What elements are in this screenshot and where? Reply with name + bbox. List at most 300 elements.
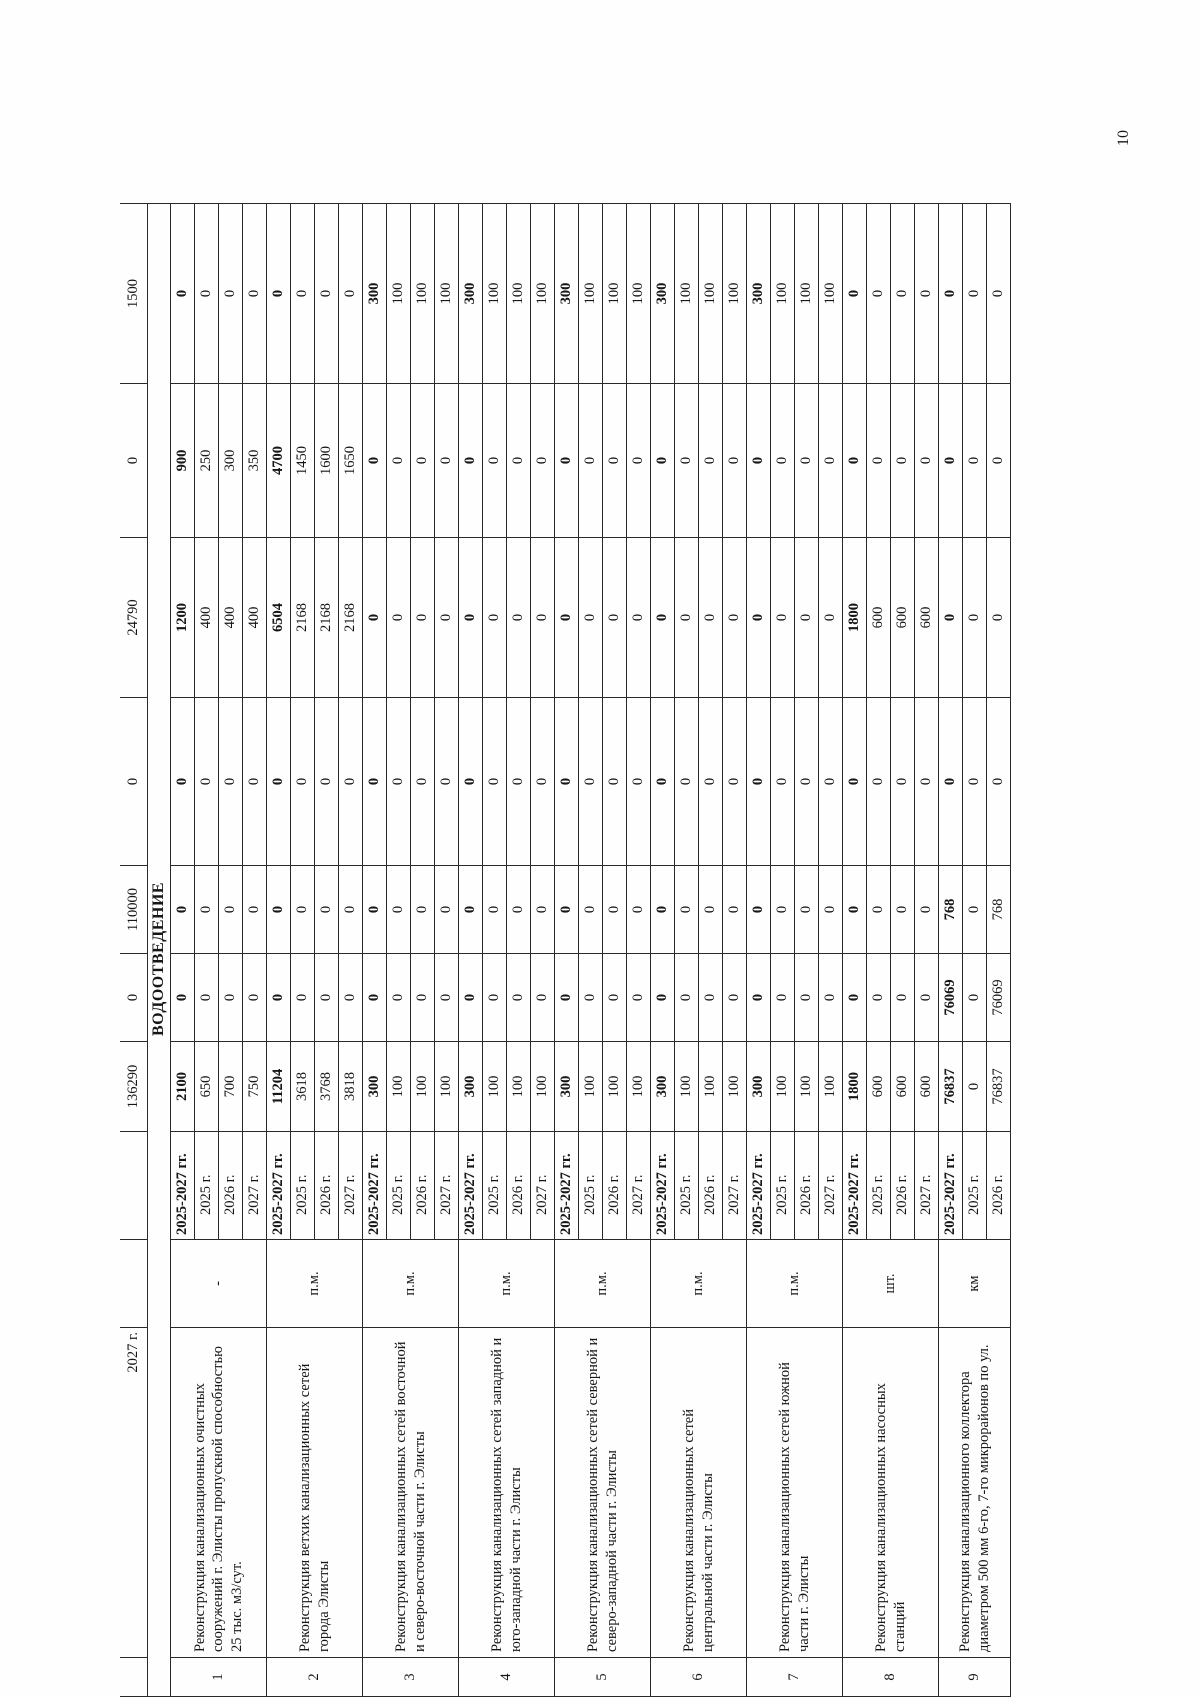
value-cell: 0 bbox=[963, 698, 987, 866]
value-cell: 100 bbox=[507, 204, 531, 384]
header-cell: 0 bbox=[120, 698, 148, 866]
value-cell: 1800 bbox=[843, 1042, 867, 1132]
value-cell: 0 bbox=[891, 204, 915, 384]
item-number: 2 bbox=[267, 1658, 363, 1697]
value-cell: 0 bbox=[651, 866, 675, 954]
value-cell: 0 bbox=[795, 954, 819, 1042]
period-cell: 2026 г. bbox=[315, 1132, 339, 1240]
value-cell: 0 bbox=[603, 954, 627, 1042]
value-cell: 0 bbox=[963, 538, 987, 698]
value-cell: 0 bbox=[195, 954, 219, 1042]
header-cell: 0 bbox=[120, 954, 148, 1042]
value-cell: 0 bbox=[603, 698, 627, 866]
value-cell: 0 bbox=[171, 954, 195, 1042]
period-cell: 2026 г. bbox=[411, 1132, 435, 1240]
value-cell: 100 bbox=[579, 1042, 603, 1132]
value-cell: 100 bbox=[507, 1042, 531, 1132]
value-cell: 0 bbox=[747, 954, 771, 1042]
value-cell: 0 bbox=[363, 954, 387, 1042]
period-cell: 2025 г. bbox=[291, 1132, 315, 1240]
value-cell: 0 bbox=[411, 954, 435, 1042]
value-cell: 100 bbox=[411, 1042, 435, 1132]
value-cell: 768 bbox=[939, 866, 963, 954]
value-cell: 0 bbox=[195, 698, 219, 866]
value-cell: 600 bbox=[915, 538, 939, 698]
value-cell: 0 bbox=[411, 384, 435, 538]
value-cell: 0 bbox=[387, 698, 411, 866]
item-number: 9 bbox=[939, 1658, 1011, 1697]
value-cell: 100 bbox=[387, 1042, 411, 1132]
period-cell: 2025 г. bbox=[387, 1132, 411, 1240]
value-cell: 76837 bbox=[987, 1042, 1011, 1132]
value-cell: 0 bbox=[411, 866, 435, 954]
value-cell: 0 bbox=[483, 954, 507, 1042]
value-cell: 0 bbox=[603, 538, 627, 698]
value-cell: 0 bbox=[699, 698, 723, 866]
header-cell: 2027 г. bbox=[120, 1328, 148, 1658]
value-cell: 3618 bbox=[291, 1042, 315, 1132]
value-cell: 300 bbox=[651, 1042, 675, 1132]
value-cell: 0 bbox=[843, 384, 867, 538]
table-body bbox=[120, 204, 1011, 1697]
value-cell: 0 bbox=[867, 204, 891, 384]
continuation-header-row bbox=[120, 204, 148, 1697]
value-cell: 0 bbox=[315, 866, 339, 954]
value-cell: 100 bbox=[483, 204, 507, 384]
value-cell: 0 bbox=[603, 866, 627, 954]
value-cell: 0 bbox=[507, 384, 531, 538]
value-cell: 300 bbox=[459, 204, 483, 384]
period-cell: 2025 г. bbox=[579, 1132, 603, 1240]
value-cell: 0 bbox=[435, 384, 459, 538]
value-cell: 0 bbox=[339, 954, 363, 1042]
period-cell: 2027 г. bbox=[531, 1132, 555, 1240]
header-cell bbox=[120, 1658, 148, 1697]
value-cell: 0 bbox=[315, 698, 339, 866]
value-cell: 0 bbox=[747, 866, 771, 954]
value-cell: 0 bbox=[771, 384, 795, 538]
value-cell: 100 bbox=[603, 204, 627, 384]
value-cell: 0 bbox=[963, 1042, 987, 1132]
value-cell: 0 bbox=[747, 384, 771, 538]
value-cell: 0 bbox=[819, 538, 843, 698]
value-cell: 0 bbox=[747, 698, 771, 866]
item-number: 8 bbox=[843, 1658, 939, 1697]
value-cell: 0 bbox=[771, 954, 795, 1042]
value-cell: 0 bbox=[795, 698, 819, 866]
value-cell: 0 bbox=[459, 954, 483, 1042]
value-cell: 100 bbox=[723, 1042, 747, 1132]
value-cell: 0 bbox=[363, 538, 387, 698]
value-cell: 0 bbox=[987, 538, 1011, 698]
value-cell: 0 bbox=[819, 698, 843, 866]
item-name: Реконструкция канализационных сетей центральной части г. Элисты bbox=[651, 1328, 747, 1658]
value-cell: 0 bbox=[531, 538, 555, 698]
value-cell: 0 bbox=[531, 384, 555, 538]
value-cell: 3768 bbox=[315, 1042, 339, 1132]
period-cell: 2025-2027 гг. bbox=[459, 1132, 483, 1240]
value-cell: 0 bbox=[579, 698, 603, 866]
value-cell: 11204 bbox=[267, 1042, 291, 1132]
value-cell: 350 bbox=[243, 384, 267, 538]
value-cell: 100 bbox=[411, 204, 435, 384]
table-row bbox=[651, 204, 675, 1697]
value-cell: 0 bbox=[579, 866, 603, 954]
value-cell: 0 bbox=[843, 204, 867, 384]
value-cell: 0 bbox=[315, 204, 339, 384]
value-cell: 76069 bbox=[939, 954, 963, 1042]
item-number: 3 bbox=[363, 1658, 459, 1697]
value-cell: 0 bbox=[483, 698, 507, 866]
value-cell: 1800 bbox=[843, 538, 867, 698]
period-cell: 2025 г. bbox=[195, 1132, 219, 1240]
value-cell: 0 bbox=[603, 384, 627, 538]
page-number: 10 bbox=[1115, 130, 1132, 146]
value-cell: 650 bbox=[195, 1042, 219, 1132]
value-cell: 0 bbox=[555, 698, 579, 866]
value-cell: 0 bbox=[675, 384, 699, 538]
value-cell: 250 bbox=[195, 384, 219, 538]
period-cell: 2026 г. bbox=[219, 1132, 243, 1240]
period-cell: 2025-2027 гг. bbox=[363, 1132, 387, 1240]
value-cell: 100 bbox=[627, 204, 651, 384]
section-title: ВОДООТВЕДЕНИЕ bbox=[148, 204, 171, 1697]
value-cell: 0 bbox=[267, 204, 291, 384]
value-cell: 0 bbox=[915, 698, 939, 866]
value-cell: 300 bbox=[459, 1042, 483, 1132]
value-cell: 100 bbox=[531, 1042, 555, 1132]
value-cell: 300 bbox=[747, 204, 771, 384]
value-cell: 0 bbox=[531, 698, 555, 866]
value-cell: 0 bbox=[483, 384, 507, 538]
period-cell: 2025-2027 гг. bbox=[171, 1132, 195, 1240]
period-cell: 2025 г. bbox=[771, 1132, 795, 1240]
value-cell: 0 bbox=[987, 204, 1011, 384]
value-cell: 0 bbox=[699, 538, 723, 698]
value-cell: 100 bbox=[699, 204, 723, 384]
table-row bbox=[267, 204, 291, 1697]
value-cell: 0 bbox=[459, 698, 483, 866]
value-cell: 0 bbox=[819, 384, 843, 538]
value-cell: 100 bbox=[771, 204, 795, 384]
value-cell: 0 bbox=[963, 384, 987, 538]
item-unit: п.м. bbox=[363, 1240, 459, 1328]
value-cell: 0 bbox=[891, 384, 915, 538]
table-row bbox=[171, 204, 195, 1697]
value-cell: 300 bbox=[219, 384, 243, 538]
item-number: 6 bbox=[651, 1658, 747, 1697]
value-cell: 0 bbox=[243, 866, 267, 954]
value-cell: 0 bbox=[411, 538, 435, 698]
item-unit: п.м. bbox=[651, 1240, 747, 1328]
value-cell: 0 bbox=[339, 204, 363, 384]
item-unit: шт. bbox=[843, 1240, 939, 1328]
item-name: Реконструкция канализационных сетей западной и юго-западной части г. Элисты bbox=[459, 1328, 555, 1658]
value-cell: 0 bbox=[675, 538, 699, 698]
value-cell: 100 bbox=[723, 204, 747, 384]
period-cell: 2027 г. bbox=[819, 1132, 843, 1240]
header-cell: 110000 bbox=[120, 866, 148, 954]
value-cell: 100 bbox=[627, 1042, 651, 1132]
value-cell: 0 bbox=[939, 698, 963, 866]
value-cell: 0 bbox=[723, 866, 747, 954]
value-cell: 1650 bbox=[339, 384, 363, 538]
value-cell: 0 bbox=[675, 954, 699, 1042]
value-cell: 100 bbox=[675, 1042, 699, 1132]
value-cell: 0 bbox=[291, 698, 315, 866]
value-cell: 0 bbox=[267, 698, 291, 866]
value-cell: 0 bbox=[531, 954, 555, 1042]
value-cell: 300 bbox=[651, 204, 675, 384]
value-cell: 0 bbox=[171, 866, 195, 954]
value-cell: 0 bbox=[915, 384, 939, 538]
period-cell: 2025 г. bbox=[867, 1132, 891, 1240]
value-cell: 1600 bbox=[315, 384, 339, 538]
value-cell: 0 bbox=[435, 954, 459, 1042]
value-cell: 600 bbox=[915, 1042, 939, 1132]
value-cell: 0 bbox=[795, 866, 819, 954]
value-cell: 0 bbox=[363, 866, 387, 954]
value-cell: 0 bbox=[171, 204, 195, 384]
period-cell: 2027 г. bbox=[243, 1132, 267, 1240]
value-cell: 600 bbox=[867, 1042, 891, 1132]
value-cell: 3818 bbox=[339, 1042, 363, 1132]
value-cell: 100 bbox=[771, 1042, 795, 1132]
value-cell: 0 bbox=[387, 954, 411, 1042]
value-cell: 0 bbox=[219, 954, 243, 1042]
value-cell: 100 bbox=[435, 204, 459, 384]
value-cell: 0 bbox=[387, 866, 411, 954]
item-name: Реконструкция ветхих канализационных сетей города Элисты bbox=[267, 1328, 363, 1658]
value-cell: 0 bbox=[627, 698, 651, 866]
value-cell: 0 bbox=[699, 866, 723, 954]
period-cell: 2026 г. bbox=[603, 1132, 627, 1240]
value-cell: 0 bbox=[219, 866, 243, 954]
period-cell: 2025 г. bbox=[963, 1132, 987, 1240]
header-cell: 24790 bbox=[120, 538, 148, 698]
header-cell: 136290 bbox=[120, 1042, 148, 1132]
value-cell: 0 bbox=[867, 698, 891, 866]
value-cell: 0 bbox=[987, 698, 1011, 866]
value-cell: 0 bbox=[363, 384, 387, 538]
value-cell: 0 bbox=[939, 538, 963, 698]
item-unit: п.м. bbox=[267, 1240, 363, 1328]
value-cell: 0 bbox=[819, 866, 843, 954]
item-name: Реконструкция канализационных насосных станций bbox=[843, 1328, 939, 1658]
period-cell: 2027 г. bbox=[915, 1132, 939, 1240]
value-cell: 0 bbox=[963, 204, 987, 384]
value-cell: 100 bbox=[483, 1042, 507, 1132]
value-cell: 0 bbox=[243, 204, 267, 384]
value-cell: 100 bbox=[435, 1042, 459, 1132]
value-cell: 768 bbox=[987, 866, 1011, 954]
value-cell: 0 bbox=[291, 954, 315, 1042]
value-cell: 0 bbox=[867, 866, 891, 954]
value-cell: 700 bbox=[219, 1042, 243, 1132]
value-cell: 76069 bbox=[987, 954, 1011, 1042]
table-row bbox=[363, 204, 387, 1697]
item-number: 5 bbox=[555, 1658, 651, 1697]
value-cell: 600 bbox=[867, 538, 891, 698]
value-cell: 0 bbox=[963, 866, 987, 954]
item-unit: п.м. bbox=[555, 1240, 651, 1328]
item-name: Реконструкция канализационных сетей восточной и северо-восточной части г. Элисты bbox=[363, 1328, 459, 1658]
header-cell: 1500 bbox=[120, 204, 148, 384]
table-row bbox=[555, 204, 579, 1697]
value-cell: 0 bbox=[531, 866, 555, 954]
value-cell: 0 bbox=[195, 866, 219, 954]
value-cell: 0 bbox=[747, 538, 771, 698]
value-cell: 0 bbox=[627, 384, 651, 538]
value-cell: 0 bbox=[891, 866, 915, 954]
value-cell: 0 bbox=[867, 954, 891, 1042]
value-cell: 0 bbox=[459, 866, 483, 954]
value-cell: 0 bbox=[819, 954, 843, 1042]
table-row bbox=[843, 204, 867, 1697]
value-cell: 0 bbox=[267, 954, 291, 1042]
value-cell: 0 bbox=[771, 538, 795, 698]
item-name: Реконструкция канализационных сетей северной и северо-западной части г. Элисты bbox=[555, 1328, 651, 1658]
period-cell: 2027 г. bbox=[627, 1132, 651, 1240]
period-cell: 2026 г. bbox=[891, 1132, 915, 1240]
value-cell: 0 bbox=[387, 538, 411, 698]
value-cell: 0 bbox=[651, 538, 675, 698]
value-cell: 0 bbox=[627, 866, 651, 954]
period-cell: 2027 г. bbox=[723, 1132, 747, 1240]
item-number: 1 bbox=[171, 1658, 267, 1697]
value-cell: 0 bbox=[459, 384, 483, 538]
value-cell: 0 bbox=[627, 954, 651, 1042]
value-cell: 0 bbox=[435, 538, 459, 698]
value-cell: 0 bbox=[483, 866, 507, 954]
value-cell: 1450 bbox=[291, 384, 315, 538]
value-cell: 2168 bbox=[291, 538, 315, 698]
budget-table bbox=[120, 203, 1011, 1697]
period-cell: 2025-2027 гг. bbox=[555, 1132, 579, 1240]
value-cell: 0 bbox=[771, 866, 795, 954]
value-cell: 0 bbox=[483, 538, 507, 698]
value-cell: 100 bbox=[795, 1042, 819, 1132]
value-cell: 0 bbox=[675, 866, 699, 954]
item-unit: п.м. bbox=[747, 1240, 843, 1328]
period-cell: 2025-2027 гг. bbox=[843, 1132, 867, 1240]
value-cell: 0 bbox=[843, 698, 867, 866]
value-cell: 2100 bbox=[171, 1042, 195, 1132]
value-cell: 0 bbox=[699, 954, 723, 1042]
value-cell: 0 bbox=[795, 538, 819, 698]
value-cell: 0 bbox=[171, 698, 195, 866]
table-row bbox=[939, 204, 963, 1697]
value-cell: 0 bbox=[723, 698, 747, 866]
period-cell: 2027 г. bbox=[435, 1132, 459, 1240]
table-row bbox=[747, 204, 771, 1697]
value-cell: 0 bbox=[987, 384, 1011, 538]
value-cell: 0 bbox=[915, 866, 939, 954]
item-name: Реконструкция канализационных сетей южной части г. Элисты bbox=[747, 1328, 843, 1658]
value-cell: 100 bbox=[675, 204, 699, 384]
value-cell: 0 bbox=[843, 954, 867, 1042]
value-cell: 0 bbox=[579, 954, 603, 1042]
value-cell: 6504 bbox=[267, 538, 291, 698]
value-cell: 0 bbox=[651, 698, 675, 866]
value-cell: 0 bbox=[435, 698, 459, 866]
value-cell: 0 bbox=[219, 204, 243, 384]
value-cell: 2168 bbox=[315, 538, 339, 698]
table-row bbox=[459, 204, 483, 1697]
value-cell: 0 bbox=[507, 698, 531, 866]
value-cell: 100 bbox=[795, 204, 819, 384]
value-cell: 0 bbox=[843, 866, 867, 954]
value-cell: 0 bbox=[435, 866, 459, 954]
item-number: 4 bbox=[459, 1658, 555, 1697]
value-cell: 100 bbox=[699, 1042, 723, 1132]
value-cell: 1200 bbox=[171, 538, 195, 698]
value-cell: 0 bbox=[555, 538, 579, 698]
item-name: Реконструкция канализационного коллектора диаметром 500 мм 6-го, 7-го микрорайонов по ул. bbox=[939, 1328, 1011, 1658]
value-cell: 300 bbox=[555, 204, 579, 384]
value-cell: 600 bbox=[891, 538, 915, 698]
value-cell: 0 bbox=[723, 538, 747, 698]
value-cell: 76837 bbox=[939, 1042, 963, 1132]
period-cell: 2026 г. bbox=[699, 1132, 723, 1240]
value-cell: 0 bbox=[363, 698, 387, 866]
value-cell: 0 bbox=[411, 698, 435, 866]
value-cell: 100 bbox=[387, 204, 411, 384]
value-cell: 0 bbox=[507, 538, 531, 698]
value-cell: 100 bbox=[531, 204, 555, 384]
value-cell: 300 bbox=[555, 1042, 579, 1132]
item-unit: п.м. bbox=[459, 1240, 555, 1328]
value-cell: 0 bbox=[651, 384, 675, 538]
value-cell: 0 bbox=[723, 954, 747, 1042]
value-cell: 0 bbox=[891, 954, 915, 1042]
rotated-page bbox=[120, 77, 1163, 1697]
value-cell: 0 bbox=[963, 954, 987, 1042]
value-cell: 100 bbox=[579, 204, 603, 384]
value-cell: 0 bbox=[339, 866, 363, 954]
period-cell: 2025-2027 гг. bbox=[267, 1132, 291, 1240]
value-cell: 0 bbox=[651, 954, 675, 1042]
period-cell: 2025-2027 гг. bbox=[651, 1132, 675, 1240]
period-cell: 2025-2027 гг. bbox=[939, 1132, 963, 1240]
value-cell: 300 bbox=[363, 204, 387, 384]
item-unit: - bbox=[171, 1240, 267, 1328]
value-cell: 0 bbox=[555, 866, 579, 954]
value-cell: 0 bbox=[555, 384, 579, 538]
value-cell: 0 bbox=[291, 866, 315, 954]
header-cell bbox=[120, 1240, 148, 1328]
value-cell: 900 bbox=[171, 384, 195, 538]
value-cell: 0 bbox=[387, 384, 411, 538]
period-cell: 2025 г. bbox=[675, 1132, 699, 1240]
value-cell: 750 bbox=[243, 1042, 267, 1132]
value-cell: 0 bbox=[291, 204, 315, 384]
value-cell: 0 bbox=[243, 954, 267, 1042]
value-cell: 0 bbox=[267, 866, 291, 954]
value-cell: 100 bbox=[819, 1042, 843, 1132]
value-cell: 0 bbox=[939, 384, 963, 538]
value-cell: 0 bbox=[195, 204, 219, 384]
period-cell: 2026 г. bbox=[987, 1132, 1011, 1240]
value-cell: 0 bbox=[507, 954, 531, 1042]
value-cell: 0 bbox=[939, 204, 963, 384]
value-cell: 0 bbox=[315, 954, 339, 1042]
value-cell: 2168 bbox=[339, 538, 363, 698]
value-cell: 0 bbox=[723, 384, 747, 538]
period-cell: 2025 г. bbox=[483, 1132, 507, 1240]
value-cell: 4700 bbox=[267, 384, 291, 538]
period-cell: 2026 г. bbox=[795, 1132, 819, 1240]
